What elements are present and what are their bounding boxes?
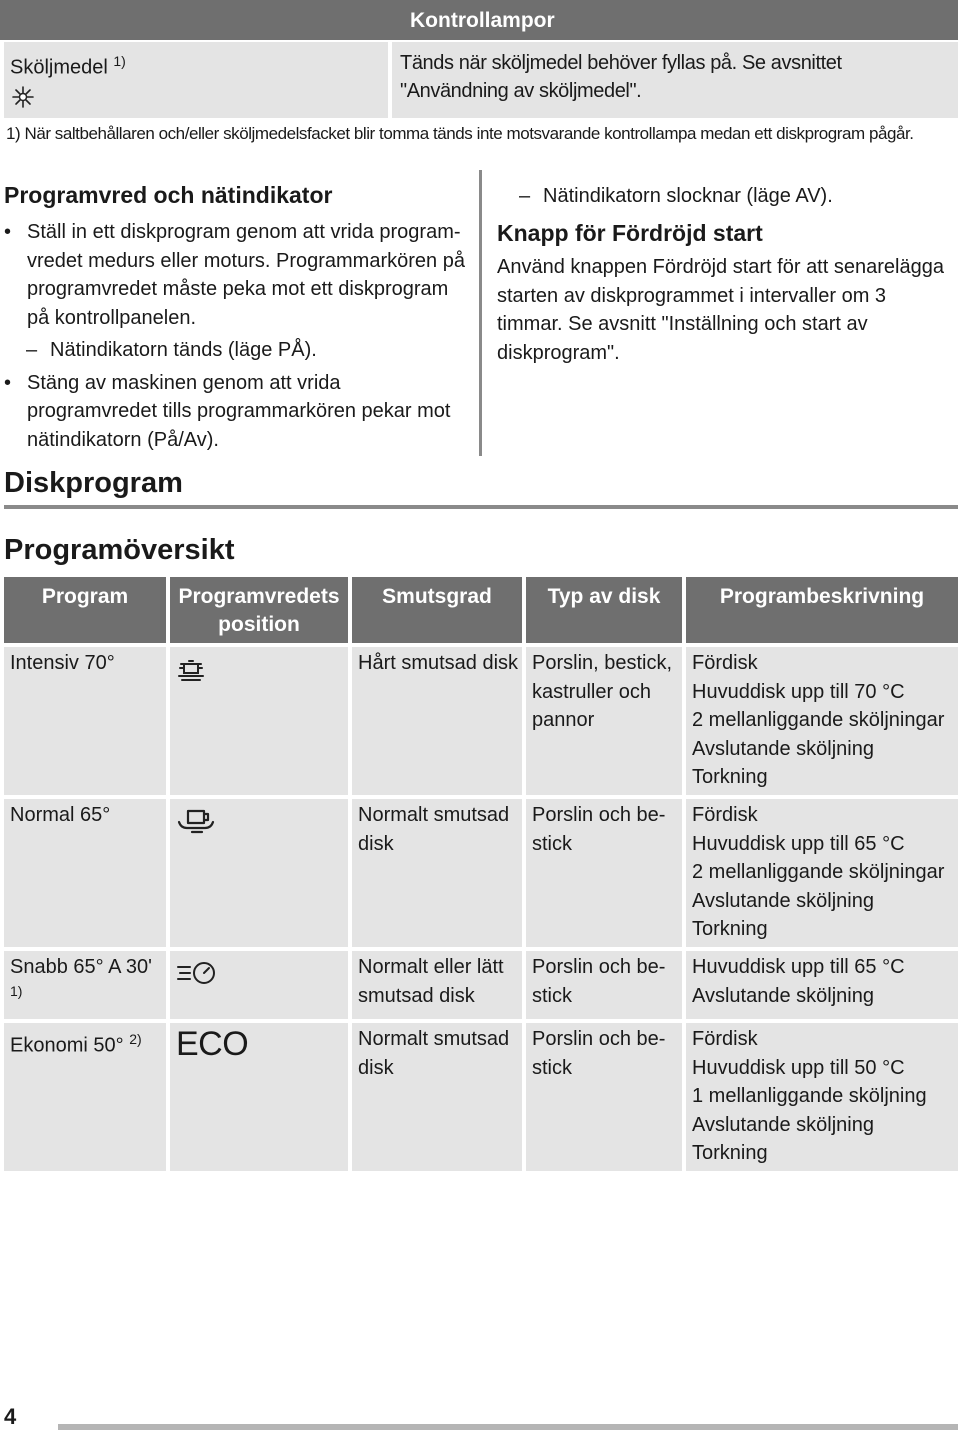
program-table-header (4, 577, 958, 643)
indicator-footnote-ref: 1) (113, 53, 126, 69)
dish-type: Porslin och be-stick (526, 951, 682, 1019)
program-footnote-ref: 2) (129, 1031, 142, 1047)
dish-type: Porslin och be-stick (526, 799, 682, 947)
description-line: Fördisk (692, 804, 758, 826)
description-line: Torkning (692, 918, 768, 940)
program-table (4, 577, 958, 1171)
rinse-aid-icon (12, 86, 34, 108)
description-line: Huvuddisk upp till 50 °C (692, 1056, 905, 1079)
quick-clock-icon (176, 959, 218, 987)
overview-title: Programöversikt (4, 534, 235, 566)
program-description (686, 647, 958, 795)
column-header-type: Typ av disk (526, 577, 682, 643)
column-header-description: Programbeskrivning (686, 577, 958, 643)
program-description (686, 1023, 958, 1171)
eco-icon: ECO (170, 1023, 348, 1171)
program-name: Normal 65° (4, 799, 166, 947)
soil-level: Normalt smutsad disk (352, 799, 522, 947)
delay-start-heading: Knapp för Fördröjd start (497, 219, 763, 246)
list-item: • Stäng av maskinen genom att vrida programvredet tills programmarkören pekar mot nätindikatorn (På/Av). (4, 369, 474, 455)
page-number: 4 (4, 1404, 17, 1429)
list-item: – Nätindikatorn tänds (läge PÅ). (4, 336, 474, 365)
description-line: Huvuddisk upp till 65 °C (692, 956, 905, 978)
indicator-name-cell (4, 42, 388, 118)
normal-cup-icon (176, 807, 216, 837)
intensive-pot-icon (176, 655, 206, 683)
column-divider (479, 170, 482, 456)
program-position-cell (170, 951, 348, 1019)
program-position-cell (170, 647, 348, 795)
indicator-table-title: Kontrollampor (410, 9, 555, 32)
soil-level: Normalt smutsad disk (352, 1023, 522, 1171)
program-footnote-ref: 1) (10, 982, 23, 999)
soil-level: Normalt eller lätt smutsad disk (352, 951, 522, 1019)
list-item: – Nätindikatorn slocknar (läge AV). (497, 182, 957, 211)
description-line: Fördisk (692, 1028, 758, 1050)
description-line: 2 mellanliggande sköljningar (692, 709, 945, 731)
program-description (686, 951, 958, 1019)
description-line: Fördisk (692, 652, 758, 674)
table-row (4, 647, 958, 795)
page-footer-bar (58, 1424, 958, 1430)
indicator-footnote: 1) När saltbehållaren och/eller sköljmedelsfacket blir tomma tänds inte motsvarande kontrollampa medan ett diskprogram pågår. (6, 124, 914, 143)
program-name: Snabb 65° A 30' (10, 956, 152, 978)
program-dial-instructions (4, 218, 474, 458)
description-line: Huvuddisk upp till 65 °C (692, 832, 905, 855)
indicator-description: Tänds när sköljmedel behöver fyllas på. Se avsnittet "Användning av sköljmedel". (400, 52, 842, 102)
table-row (4, 1023, 958, 1171)
description-line: Torkning (692, 766, 768, 788)
program-name-cell (4, 951, 166, 1019)
program-name: Intensiv 70° (4, 647, 166, 795)
list-item: • Ställ in ett diskprogram genom att vrida program-vredet medurs eller moturs. Programmarkören på programvredet måste peka mot ett diskprogram på kontrollpanelen. (4, 218, 474, 332)
description-line: Avslutande sköljning (692, 889, 874, 912)
section-title: Diskprogram (4, 467, 183, 499)
dish-type: Porslin, bestick, kastruller och pannor (526, 647, 682, 795)
indicator-description-cell (392, 42, 958, 118)
description-line: Avslutande sköljning (692, 737, 874, 760)
section-rule (4, 505, 958, 509)
indicator-name: Sköljmedel $^{1)}$ (10, 53, 126, 79)
right-column (497, 182, 957, 367)
description-line: 2 mellanliggande sköljningar (692, 861, 945, 883)
description-line: Huvuddisk upp till 70 °C (692, 680, 905, 703)
indicator-table-header (0, 0, 958, 40)
program-position-cell (170, 799, 348, 947)
description-line: Avslutande sköljning (692, 1113, 874, 1136)
program-name: Ekonomi 50° (10, 1034, 124, 1057)
description-line: Torkning (692, 1142, 768, 1164)
dish-type: Porslin och be-stick (526, 1023, 682, 1171)
program-name-cell (4, 1023, 166, 1171)
table-row (4, 951, 958, 1019)
column-header-program: Program (4, 577, 166, 643)
description-line: Avslutande sköljning (692, 984, 874, 1007)
delay-start-text: Använd knappen Fördröjd start för att senarelägga starten av diskprogrammet i intervaller om 3 timmar. Se avsnitt "Inställning och start av diskprogram". (497, 256, 944, 364)
indicator-row (4, 42, 958, 118)
program-dial-heading: Programvred och nätindikator (4, 182, 333, 208)
program-description (686, 799, 958, 947)
column-header-soil: Smutsgrad (352, 577, 522, 643)
table-row (4, 799, 958, 947)
column-header-position: Programvredets position (170, 577, 348, 643)
soil-level: Hårt smutsad disk (352, 647, 522, 795)
description-line: 1 mellanliggande sköljning (692, 1085, 927, 1107)
